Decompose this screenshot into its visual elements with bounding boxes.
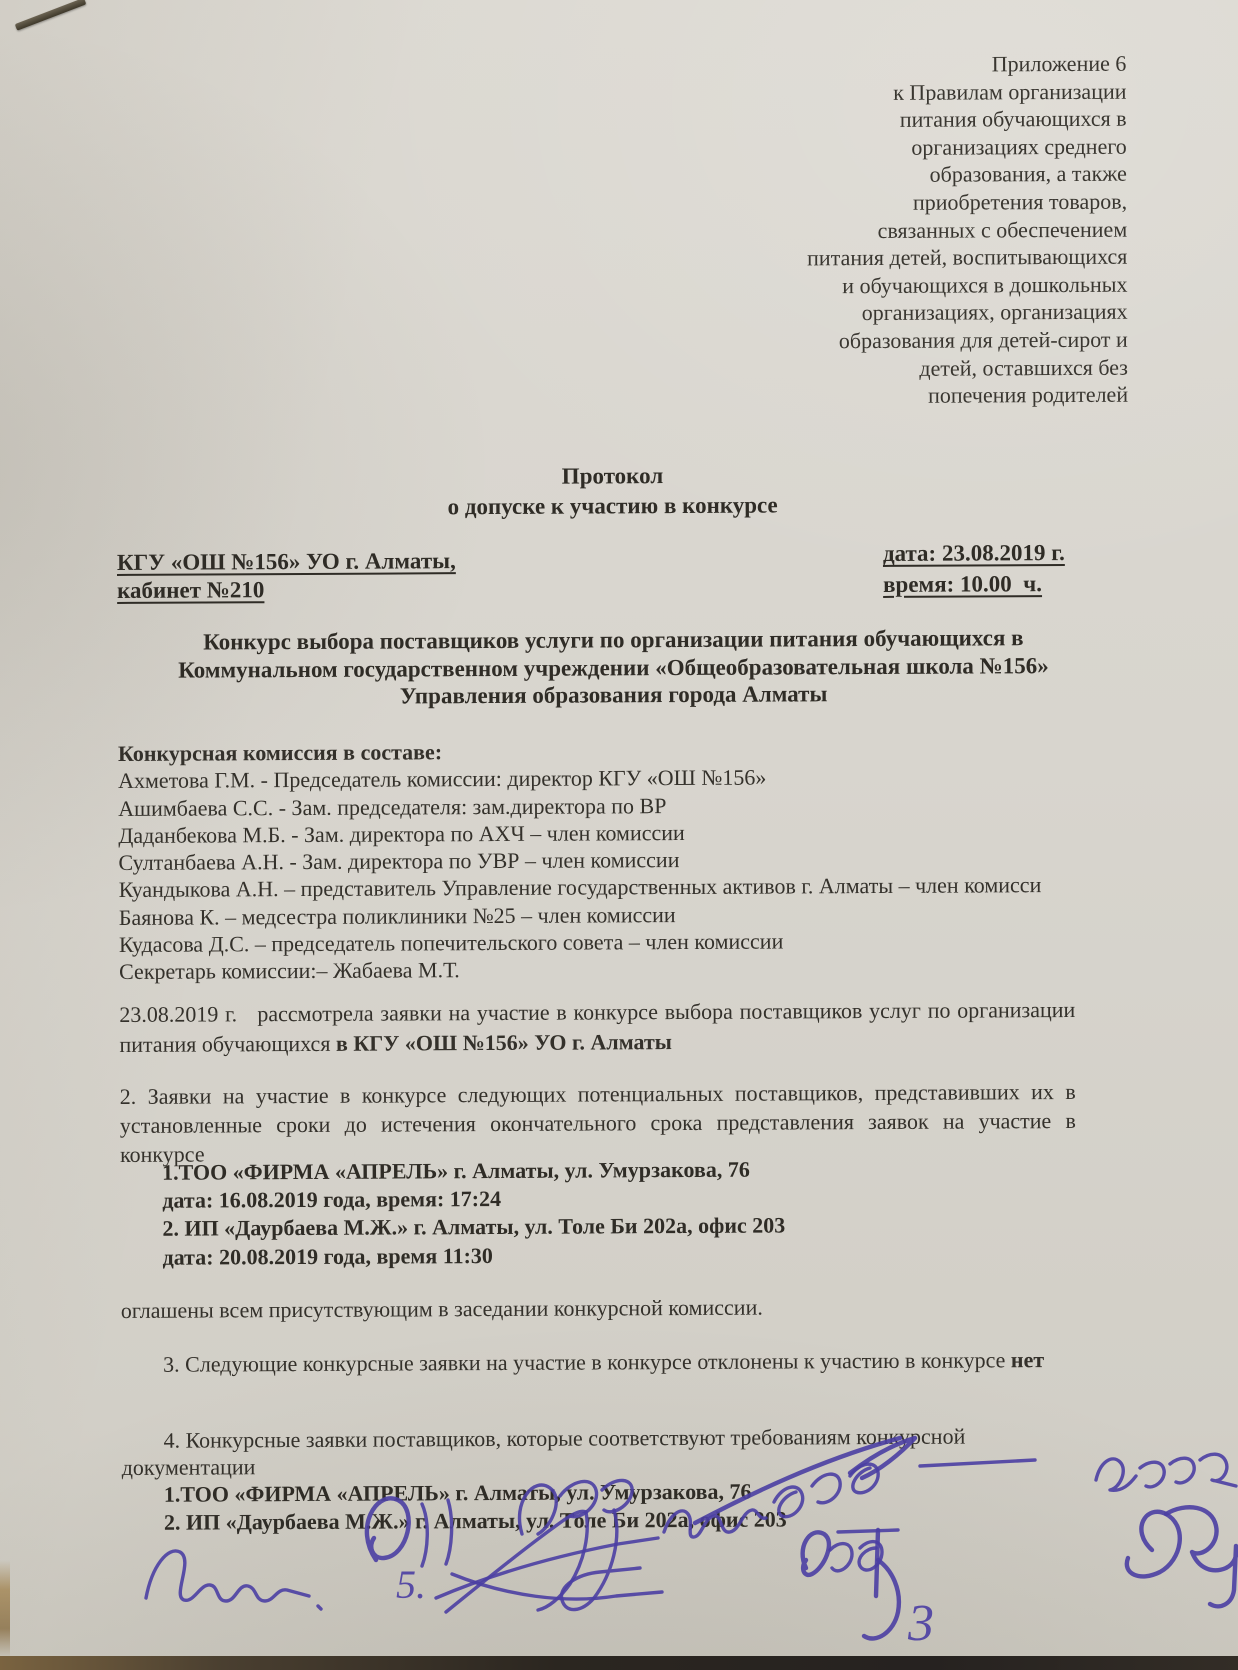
protocol-title: Протокол: [561, 463, 664, 489]
table-edge: [0, 1656, 1238, 1670]
clause-2-paragraph: 2. Заявки на участие в конкурсе следующих потенциальных поставщиков, представивших их в установленные сроки до истечения окончательного срока представления заявок на участие в конкурсе: [119, 1078, 1076, 1167]
ink-number-3: 3: [908, 1595, 934, 1652]
tender-subject-line: Управления образования города Алматы: [399, 681, 828, 709]
protocol-subtitle: о допуске к участию в конкурсе: [447, 492, 778, 520]
protocol-title-block: [132, 459, 1092, 524]
commission-member: Султанбаева А.Н. - Зам. директора по УВР – член комиссии: [118, 847, 680, 876]
tender-subject: [133, 624, 1093, 712]
appendix-line: к Правилам организации: [893, 78, 1127, 105]
commission-member: Кудасова Д.С. – председатель попечительского совета – член комиссии: [118, 928, 784, 958]
clause-3-line: [163, 1346, 1044, 1378]
submitted-bid-line: 2. ИП «Даурбаева М.Ж.» г. Алматы, ул. Толе Би 202а, офис 203: [162, 1212, 786, 1242]
submitted-bid-line: дата: 16.08.2019 года, время: 17:24: [162, 1186, 502, 1213]
appendix-line: питания обучающихся в: [899, 105, 1127, 133]
commission-heading: Конкурсная комиссия в составе:: [117, 739, 443, 766]
clause-3-text: 3. Следующие конкурсные заявки на участие в конкурсе отклонены к участию в конкурсе: [163, 1347, 1011, 1377]
appendix-line: образования для детей-сирот и: [838, 326, 1128, 354]
commission-member: Баянова К. – медсестра поликлиники №25 – член комиссии: [118, 901, 676, 930]
organization-name: КГУ «ОШ №156» УО г. Алматы,: [116, 548, 456, 575]
appendix-line: и обучающихся в дошкольных: [842, 271, 1128, 298]
commission-member: Куандыкова А.Н. – представитель Управление государственных активов г. Алматы – член комисси: [118, 872, 1042, 903]
appendix-line: детей, оставшихся без: [919, 354, 1128, 381]
meeting-date: дата: 23.08.2019 г.: [882, 539, 1065, 566]
submitted-bid-line: дата: 20.08.2019 года, время 11:30: [162, 1242, 493, 1270]
qualified-bid-line: 1.ТОО «ФИРМА «АПРЕЛЬ» г. Алматы, ул. Умурзакова, 76: [163, 1478, 752, 1507]
paper-left-edge: [0, 1560, 10, 1658]
appendix-line: попечения родителей: [928, 381, 1129, 408]
signatures-layer: [0, 1398, 1238, 1670]
tender-subject-line: Коммунальном государственном учреждении «Общеобразовательная школа №156»: [178, 652, 1049, 683]
ink-number-5: 5.: [396, 1562, 426, 1607]
appendix-line: организациях, организациях: [861, 299, 1128, 326]
submitted-bids-list: [162, 1155, 785, 1271]
review-paragraph: [119, 995, 1081, 1060]
signature-6: [803, 1530, 899, 1639]
clause-4-paragraph: 4. Конкурсные заявки поставщиков, которые соответствуют требованиям конкурсной документации: [121, 1423, 966, 1480]
signature-5: [664, 1438, 1035, 1537]
review-text: 23.08.2019 г. рассмотрела заявки на участие в конкурсе выбора поставщиков услуг по организации питания обучающихся: [119, 996, 1081, 1057]
appendix-note: [806, 50, 1128, 410]
appendix-line: Приложение 6: [991, 50, 1127, 77]
commission-member: Секретарь комиссии:– Жабаева М.Т.: [119, 957, 460, 985]
clause-3-bold: нет: [1010, 1347, 1045, 1373]
meeting-time: время: 10.00 ч.: [882, 571, 1043, 597]
signature-2: [367, 1498, 452, 1566]
review-text-bold: в КГУ «ОШ №156» УО г. Алматы: [335, 1029, 672, 1056]
signature-3: [436, 1511, 662, 1612]
signature-1: [146, 1551, 321, 1609]
appendix-line: организациях среднего: [911, 133, 1127, 160]
commission-member: Даданбекова М.Б. - Зам. директора по АХЧ – член комиссии: [118, 819, 685, 848]
signature-7: [1096, 1454, 1237, 1606]
appendix-line: образования, а также: [929, 161, 1127, 188]
organization-block: [117, 547, 456, 605]
commission-member: Ахметова Г.М. - Председатель комиссии: директор КГУ «ОШ №156»: [118, 764, 767, 794]
appendix-line: связанных с обеспечением: [877, 216, 1128, 243]
commission-member: Ашимбаева С.С. - Зам. председателя: зам.директора по ВР: [118, 792, 667, 821]
appendix-line: приобретения товаров,: [912, 188, 1128, 215]
tender-subject-line: Конкурс выбора поставщиков услуги по организации питания обучающихся в: [203, 625, 1024, 655]
announcement-line: оглашены всем присутствующим в заседании конкурсной комиссии.: [120, 1294, 763, 1323]
qualified-bid-line: 2. ИП «Даурбаева М.Ж.» г. Алматы, ул. Толе Би 202а, офис 203: [163, 1505, 787, 1535]
submitted-bid-line: 1.ТОО «ФИРМА «АПРЕЛЬ» г. Алматы, ул. Умурзакова, 76: [162, 1156, 750, 1185]
commission-list: [118, 735, 1125, 986]
meeting-datetime-block: [883, 537, 1065, 600]
organization-room: кабинет №210: [117, 577, 265, 603]
appendix-line: питания детей, воспитывающихся: [807, 243, 1128, 271]
